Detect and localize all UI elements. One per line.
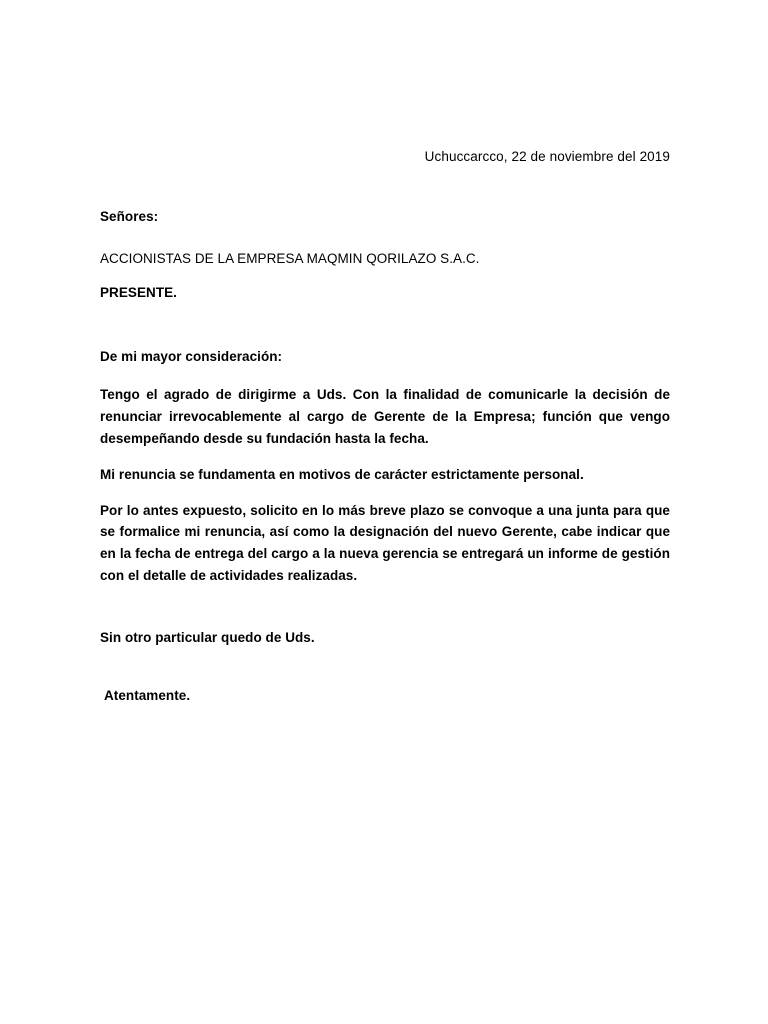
- consideration-line: De mi mayor consideración:: [100, 349, 283, 365]
- spacer: [100, 226, 670, 250]
- paragraph-3: Por lo antes expuesto, solicito en lo más breve plazo se convoque a una junta para que se formalice mi renuncia, así como la designación del nuevo Gerente, cabe indicar que en la fecha de entrega del cargo a la nueva gerencia se entregará un informe de gestión con el detalle de actividades realizadas.: [100, 502, 670, 584]
- recipient-block: [100, 208, 670, 303]
- recipient-name: ACCIONISTAS DE LA EMPRESA MAQMIN QORILAZO S.A.C.: [100, 250, 480, 266]
- date-line: Uchuccarcco, 22 de noviembre del 2019: [424, 149, 670, 164]
- present-label: PRESENTE.: [100, 284, 177, 300]
- closing-line: Sin otro particular quedo de Uds.: [100, 629, 315, 645]
- signature-line: Atentamente.: [104, 687, 191, 703]
- spacer: [100, 268, 670, 284]
- paragraph-2: Mi renuncia se fundamenta en motivos de carácter estrictamente personal.: [100, 466, 584, 482]
- document-body: [100, 0, 670, 707]
- paragraph-1: Tengo el agrado de dirigirme a Uds. Con la finalidad de comunicarle la decisión de renunciar irrevocablemente al cargo de Gerente de la Empresa; función que vengo desempeñando desde su fundación hasta la fecha.: [100, 387, 670, 446]
- salutation: Señores:: [100, 208, 159, 224]
